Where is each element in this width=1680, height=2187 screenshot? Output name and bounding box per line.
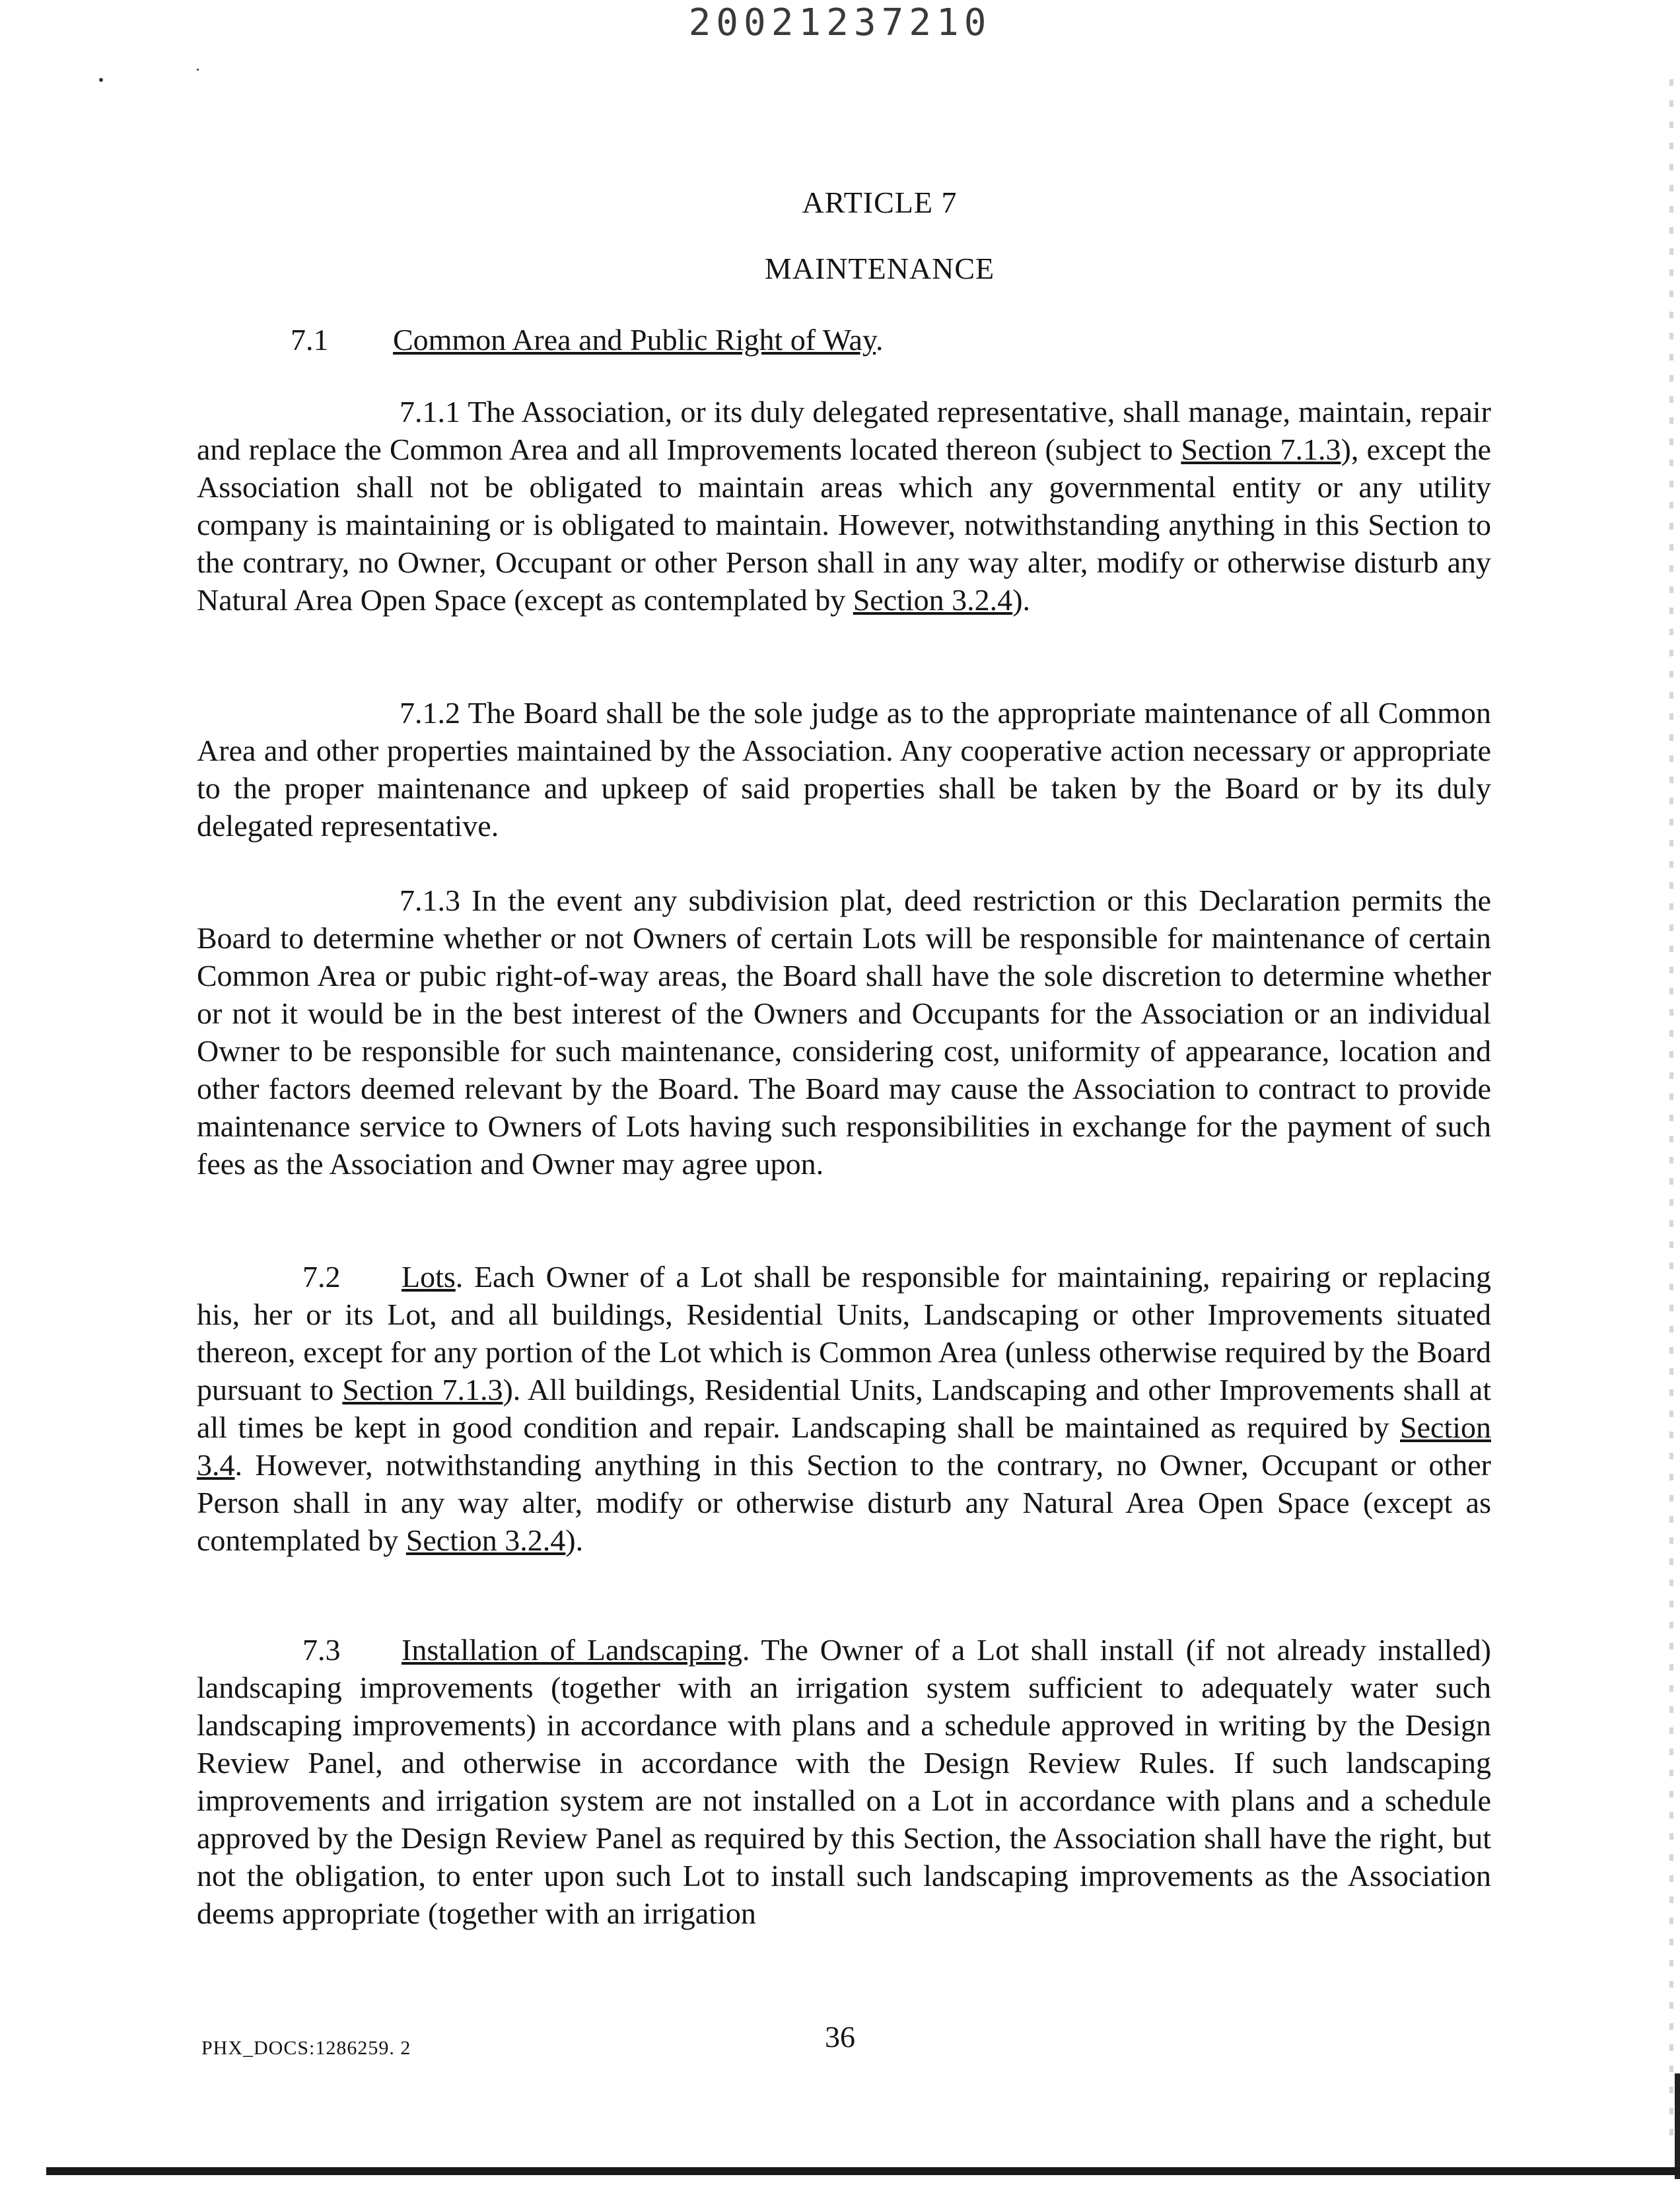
paragraph-text: ). All buildings, Residential Units, Landscaping and other Improvements shall at all times be kept in good condition and repair. Landscaping shall be maintained as required by xyxy=(197,1373,1491,1444)
article-title: MAINTENANCE xyxy=(764,252,995,285)
article-number: ARTICLE 7 xyxy=(802,186,958,219)
paragraph-text: . However, notwithstanding anything in this Section to the contrary, no Owner, Occupant or other Person shall in any way alter, modify or otherwise disturb any Natural Area Open Space (except as contemplated by xyxy=(197,1448,1491,1557)
paragraph-text: 7.1.1 The Association, or its duly delegated representative, shall manage, maintain, repair and replace the Common Area and all Improvements located thereon (subject to xyxy=(197,395,1491,466)
section-reference: Section 7.1.3 xyxy=(1181,433,1341,466)
paragraph-text: ). xyxy=(1012,583,1031,617)
page-number: 36 xyxy=(825,2020,855,2054)
section-reference: Section 3.2.4 xyxy=(853,583,1013,617)
scan-edge-artifact xyxy=(1669,79,1673,2146)
section-title-punct: . xyxy=(875,323,884,357)
paragraph-7-1-2 xyxy=(197,694,1491,845)
paragraph-text: . Each Owner of a Lot shall be responsible for maintaining, repairing or replacing his, her or its Lot, and all buildings, Residential Units, Landscaping or other Improvements situated thereon, except for any portion of the Lot which is Common Area (unless otherwise required by the Board pursuant to xyxy=(197,1260,1491,1406)
paragraph-7-1-1 xyxy=(197,393,1491,619)
section-reference: Section 3.4 xyxy=(197,1410,1491,1482)
scan-edge-artifact xyxy=(1675,2073,1680,2179)
section-title: Lots xyxy=(402,1260,456,1294)
paragraph-text: 7.1.2 The Board shall be the sole judge as to the appropriate maintenance of all Common Area and other properties maintained by the Association. Any cooperative action necessary or appropriate to the proper maintenance and upkeep of said properties shall be taken by the Board or by its duly delegated representative. xyxy=(197,696,1491,843)
section-7-1-heading xyxy=(291,322,883,357)
recording-number-stamp: 20021237210 xyxy=(688,1,992,44)
section-reference: Section 7.1.3 xyxy=(342,1373,503,1406)
paragraph-text: . The Owner of a Lot shall install (if not already installed) landscaping improvements (together with an irrigation system sufficient to adequately water such landscaping improvements) in accordance with plans and a schedule approved in writing by the Design Review Panel, and otherwise in accordance with the Design Review Rules. If such landscaping improvements and irrigation system are not installed on a Lot in accordance with plans and a schedule approved by the Design Review Panel as required by this Section, the Association shall have the right, but not the obligation, to enter upon such Lot to install such landscaping improvements as the Association deems appropriate (together with an irrigation xyxy=(197,1633,1491,1930)
paragraph-text: 7.1.3 In the event any subdivision plat, deed restriction or this Declaration permits the Board to determine whether or not Owners of certain Lots will be responsible for maintenance of certain Common Area or pubic right-of-way areas, the Board shall have the sole discretion to determine whether or not it would be in the best interest of the Owners and Occupants for the Association or an individual Owner to be responsible for such maintenance, considering cost, uniformity of appearance, location and other factors deemed relevant by the Board. The Board may cause the Association to contract to provide maintenance service to Owners of Lots having such responsibilities in exchange for the payment of such fees as the Association and Owner may agree upon. xyxy=(197,884,1491,1181)
section-number: 7.3 xyxy=(302,1633,341,1667)
scan-speck xyxy=(99,78,103,82)
paragraph-7-3 xyxy=(197,1631,1491,1932)
document-id: PHX_DOCS:1286259. 2 xyxy=(201,2037,411,2059)
paragraph-text: ). xyxy=(565,1523,584,1557)
section-title: Installation of Landscaping xyxy=(402,1633,742,1667)
scan-speck xyxy=(197,69,199,71)
section-title: Common Area and Public Right of Way xyxy=(393,323,876,357)
section-number: 7.2 xyxy=(302,1260,341,1294)
section-number: 7.1 xyxy=(291,323,329,357)
scan-bottom-edge xyxy=(46,2167,1680,2175)
section-reference: Section 3.2.4 xyxy=(405,1523,566,1557)
paragraph-7-1-3 xyxy=(197,882,1491,1183)
paragraph-text: ), except the Association shall not be obligated to maintain areas which any governmental entity or any utility company is maintaining or is obligated to maintain. However, notwithstanding anything in this Section to the contrary, no Owner, Occupant or other Person shall in any way alter, modify or otherwise disturb any Natural Area Open Space (except as contemplated by xyxy=(197,433,1492,617)
paragraph-7-2 xyxy=(197,1258,1491,1559)
